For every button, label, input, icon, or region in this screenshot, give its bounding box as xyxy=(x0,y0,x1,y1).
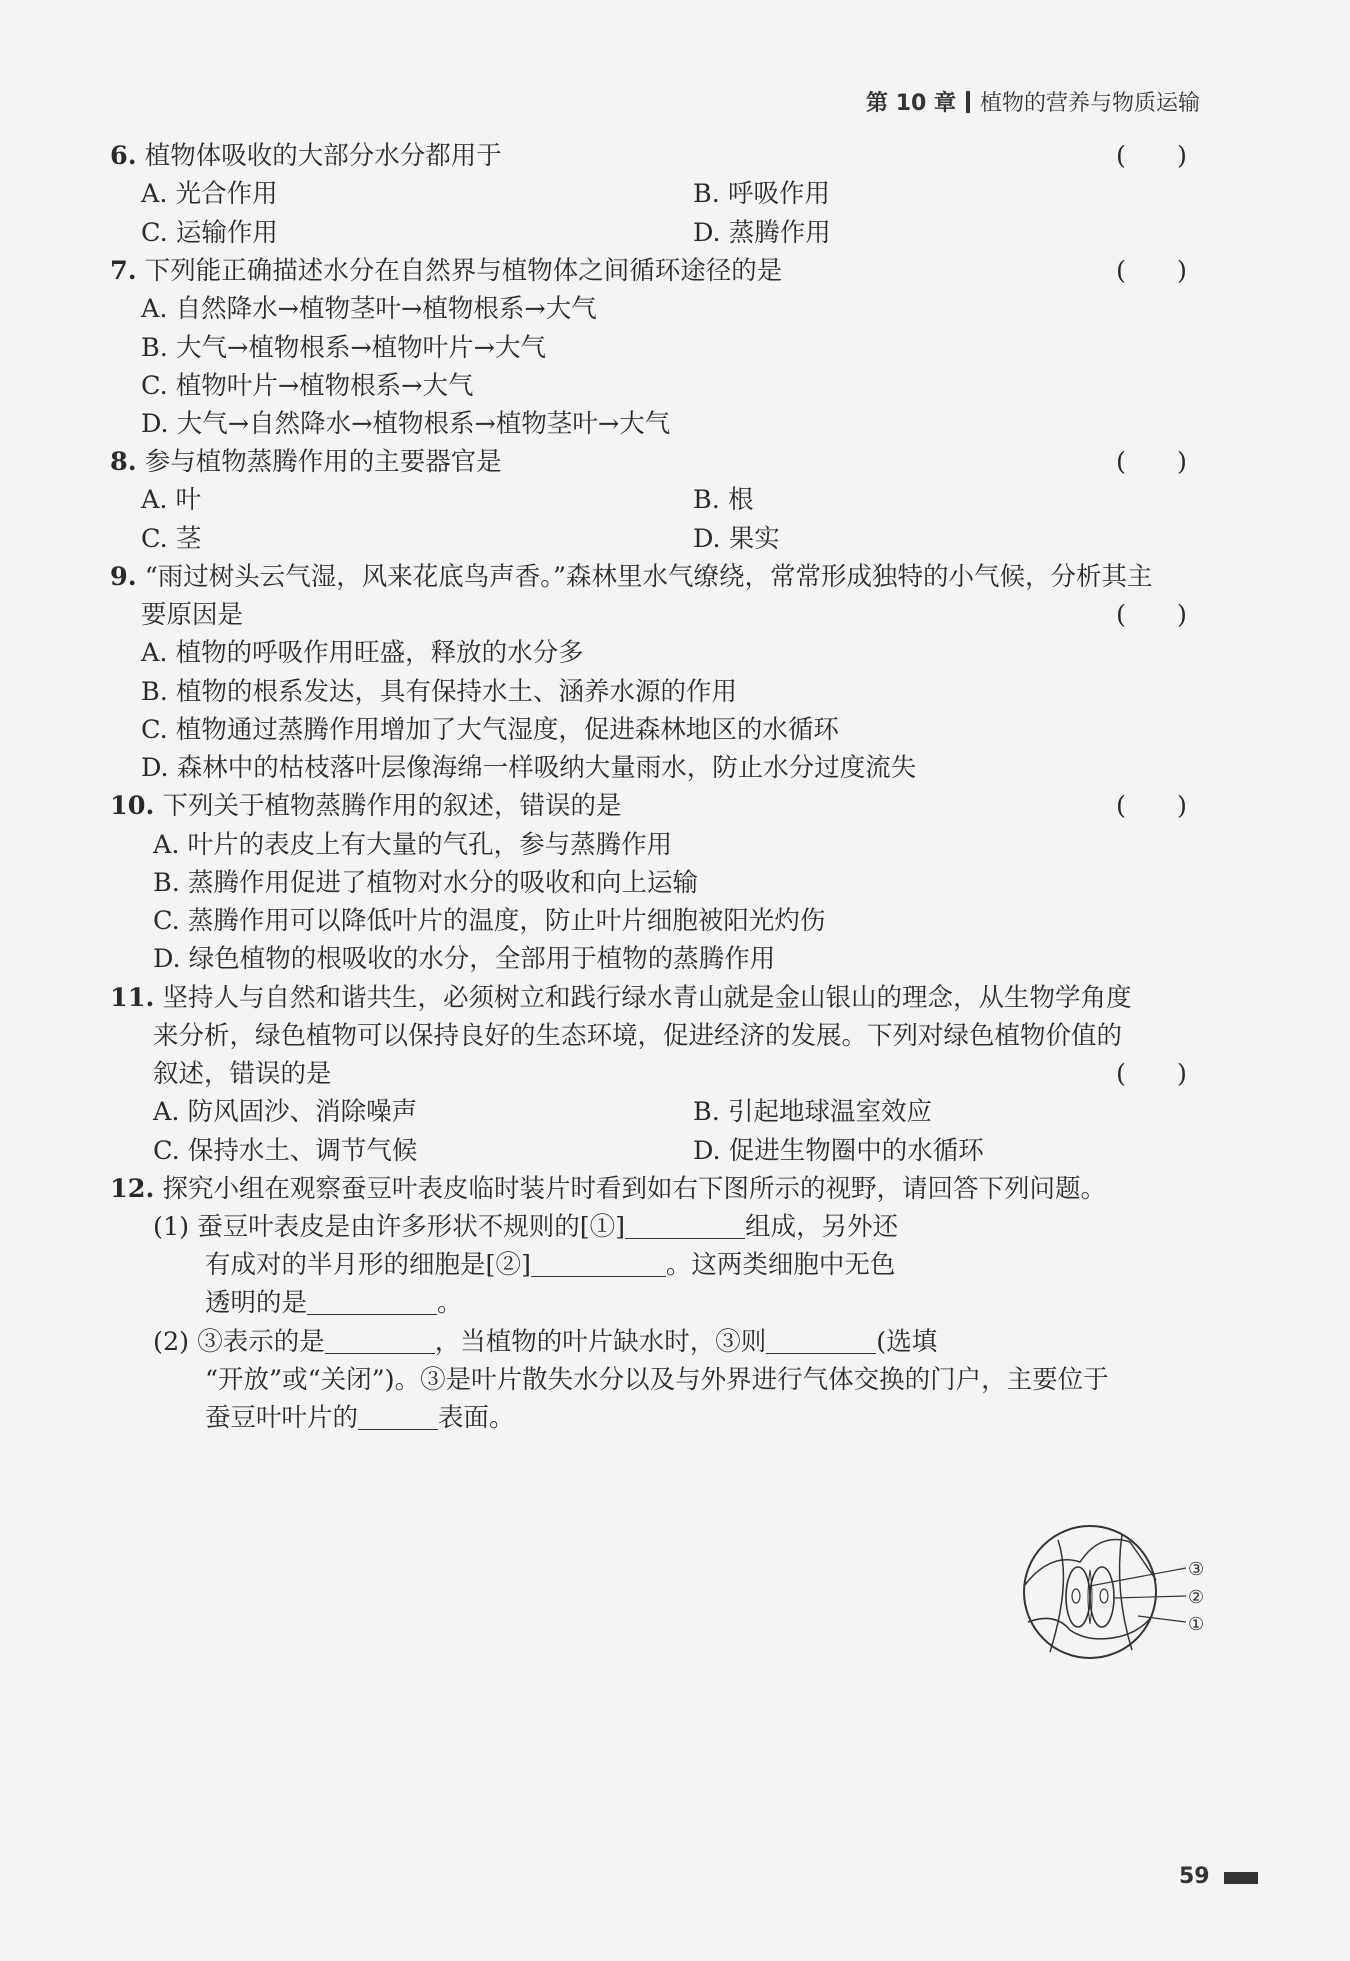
question-11-stem-cont: 叙述，错误的是 xyxy=(153,1059,332,1089)
cell-wall-line xyxy=(1050,1540,1063,1652)
q12-part1-line3: 透明的是 。 xyxy=(205,1288,463,1318)
chapter-header xyxy=(866,86,1200,117)
option-a: A. 自然降水→植物茎叶→植物根系→大气 xyxy=(141,294,597,324)
answer-paren[interactable]: ( ) xyxy=(1116,447,1187,477)
option-d: D. 绿色植物的根吸收的水分，全部用于植物的蒸腾作用 xyxy=(153,944,776,974)
option-c: C. 保持水土、调节气候 xyxy=(153,1136,418,1166)
option-a: A. 叶片的表皮上有大量的气孔，参与蒸腾作用 xyxy=(153,830,673,860)
chapter-number: 第 10 章 xyxy=(866,91,956,116)
option-d: D. 促进生物圈中的水循环 xyxy=(693,1136,984,1166)
option-c: C. 运输作用 xyxy=(141,218,278,248)
option-d: D. 果实 xyxy=(693,524,780,554)
guard-cell-right xyxy=(1090,1567,1114,1627)
option-a: A. 叶 xyxy=(141,485,202,515)
cell-wall-line xyxy=(1024,1540,1156,1587)
option-d: D. 大气→自然降水→植物根系→植物茎叶→大气 xyxy=(141,409,671,439)
option-c: C. 茎 xyxy=(141,524,202,554)
diagram-label-2: ② xyxy=(1188,1587,1205,1608)
option-b: B. 呼吸作用 xyxy=(693,179,830,209)
leader-line-3 xyxy=(1090,1568,1186,1586)
question-8-stem: 8. 参与植物蒸腾作用的主要器官是 xyxy=(110,447,502,477)
option-b: B. 大气→植物根系→植物叶片→大气 xyxy=(141,333,547,363)
q12-part2-line3: 蚕豆叶叶片的 表面。 xyxy=(205,1403,515,1433)
option-c: C. 蒸腾作用可以降低叶片的温度，防止叶片细胞被阳光灼伤 xyxy=(153,906,826,936)
fill-blank[interactable] xyxy=(625,1212,745,1239)
option-a: A. 植物的呼吸作用旺盛，释放的水分多 xyxy=(141,638,584,668)
option-b: B. 植物的根系发达，具有保持水土、涵养水源的作用 xyxy=(141,677,737,707)
q12-part2-line2: “开放”或“关闭”)。③是叶片散失水分以及与外界进行气体交换的门户，主要位于 xyxy=(205,1365,1109,1395)
answer-paren[interactable]: ( ) xyxy=(1116,141,1187,171)
answer-paren[interactable]: ( ) xyxy=(1116,791,1187,821)
option-d: D. 森林中的枯枝落叶层像海绵一样吸纳大量雨水，防止水分过度流失 xyxy=(141,753,917,783)
answer-paren[interactable]: ( ) xyxy=(1116,600,1187,630)
guard-cell-nucleus xyxy=(1100,1589,1108,1603)
leader-line-1 xyxy=(1138,1616,1186,1622)
question-6-stem: 6. 植物体吸收的大部分水分都用于 xyxy=(110,141,502,171)
question-9-stem: 9. “雨过树头云气湿，风来花底鸟声香。”森林里水气缭绕，常常形成独特的小气候，分析其主 xyxy=(110,562,1153,592)
page-number-bar xyxy=(1224,1872,1258,1884)
fill-blank[interactable] xyxy=(307,1288,437,1315)
question-9-stem-cont: 要原因是 xyxy=(141,600,244,630)
fill-blank[interactable] xyxy=(358,1403,438,1430)
question-11-stem: 11. 坚持人与自然和谐共生，必须树立和践行绿水青山就是金山银山的理念，从生物学角度 xyxy=(110,983,1132,1013)
fill-blank[interactable] xyxy=(325,1327,435,1354)
fill-blank[interactable] xyxy=(766,1327,876,1354)
question-7-stem: 7. 下列能正确描述水分在自然界与植物体之间循环途径的是 xyxy=(110,256,783,286)
answer-paren[interactable]: ( ) xyxy=(1116,256,1187,286)
page-number: 59 xyxy=(1179,1864,1210,1889)
option-d: D. 蒸腾作用 xyxy=(693,218,831,248)
guard-cell-nucleus xyxy=(1072,1589,1080,1603)
q12-part1-line2: 有成对的半月形的细胞是[②] 。这两类细胞中无色 xyxy=(205,1250,896,1280)
option-c: C. 植物叶片→植物根系→大气 xyxy=(141,371,474,401)
question-10-stem: 10. 下列关于植物蒸腾作用的叙述，错误的是 xyxy=(110,791,622,821)
leader-line-2 xyxy=(1114,1596,1186,1598)
option-b: B. 根 xyxy=(693,485,754,515)
q12-part2-line1: (2) ③表示的是 ，当植物的叶片缺水时，③则 (选填 xyxy=(153,1327,938,1357)
option-a: A. 光合作用 xyxy=(141,179,278,209)
leaf-epidermis-diagram xyxy=(1010,1512,1210,1672)
q12-part1-line1: (1) 蚕豆叶表皮是由许多形状不规则的[①] 组成，另外还 xyxy=(153,1212,899,1242)
option-c: C. 植物通过蒸腾作用增加了大气湿度，促进森林地区的水循环 xyxy=(141,715,839,745)
option-b: B. 蒸腾作用促进了植物对水分的吸收和向上运输 xyxy=(153,868,698,898)
chapter-title: 植物的营养与物质运输 xyxy=(979,91,1200,116)
cell-wall-line xyxy=(1028,1616,1152,1639)
diagram-label-3: ③ xyxy=(1188,1559,1205,1580)
option-b: B. 引起地球温室效应 xyxy=(693,1097,932,1127)
question-12-stem: 12. 探究小组在观察蚕豆叶表皮临时装片时看到如右下图所示的视野，请回答下列问题。 xyxy=(110,1174,1106,1204)
header-divider xyxy=(966,91,970,113)
question-11-stem-cont: 来分析，绿色植物可以保持良好的生态环境，促进经济的发展。下列对绿色植物价值的 xyxy=(153,1021,1123,1051)
answer-paren[interactable]: ( ) xyxy=(1116,1059,1187,1089)
diagram-label-1: ① xyxy=(1188,1614,1205,1635)
guard-cell-left xyxy=(1066,1567,1090,1627)
option-a: A. 防风固沙、消除噪声 xyxy=(153,1097,418,1127)
fill-blank[interactable] xyxy=(531,1250,666,1277)
